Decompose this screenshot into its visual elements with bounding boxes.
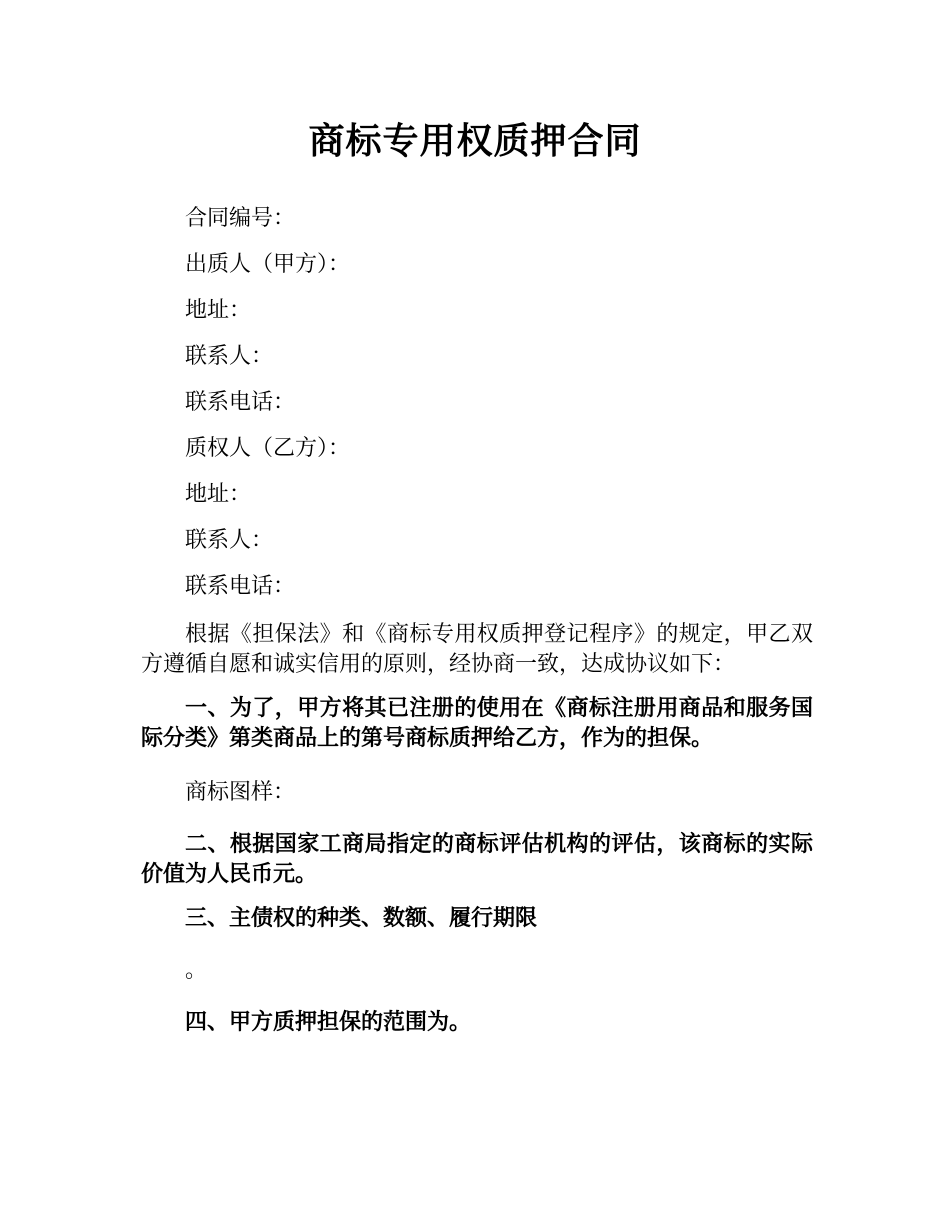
document-body <box>141 196 813 1038</box>
field-pledgee-phone: 联系电话： <box>185 574 296 599</box>
field-pledgee-contact: 联系人： <box>185 528 274 553</box>
clause-2: 二、根据国家工商局指定的商标评估机构的评估，该商标的实际价值为人民币元。 <box>141 832 813 887</box>
clause-3: 三、主债权的种类、数额、履行期限 <box>185 906 538 931</box>
field-contract-number: 合同编号： <box>185 206 296 231</box>
field-pledgor-address: 地址： <box>185 298 252 323</box>
document-title: 商标专用权质押合同 <box>308 121 642 162</box>
field-pledgor-phone: 联系电话： <box>185 390 296 415</box>
trademark-sample-label: 商标图样： <box>185 780 296 805</box>
clause-4: 四、甲方质押担保的范围为。 <box>185 1010 472 1035</box>
intro-paragraph: 根据《担保法》和《商标专用权质押登记程序》的规定，甲乙双方遵循自愿和诚实信用的原则，经协商一致，达成协议如下： <box>141 622 813 677</box>
field-pledgee-address: 地址： <box>185 482 252 507</box>
field-pledgee: 质权人（乙方）： <box>185 436 351 461</box>
field-pledgor: 出质人（甲方）： <box>185 252 351 277</box>
field-pledgor-contact: 联系人： <box>185 344 274 369</box>
clause-3-continuation: 。 <box>185 958 208 983</box>
clause-1: 一、为了，甲方将其已注册的使用在《商标注册用商品和服务国际分类》第类商品上的第号商标质押给乙方，作为的担保。 <box>141 696 813 751</box>
